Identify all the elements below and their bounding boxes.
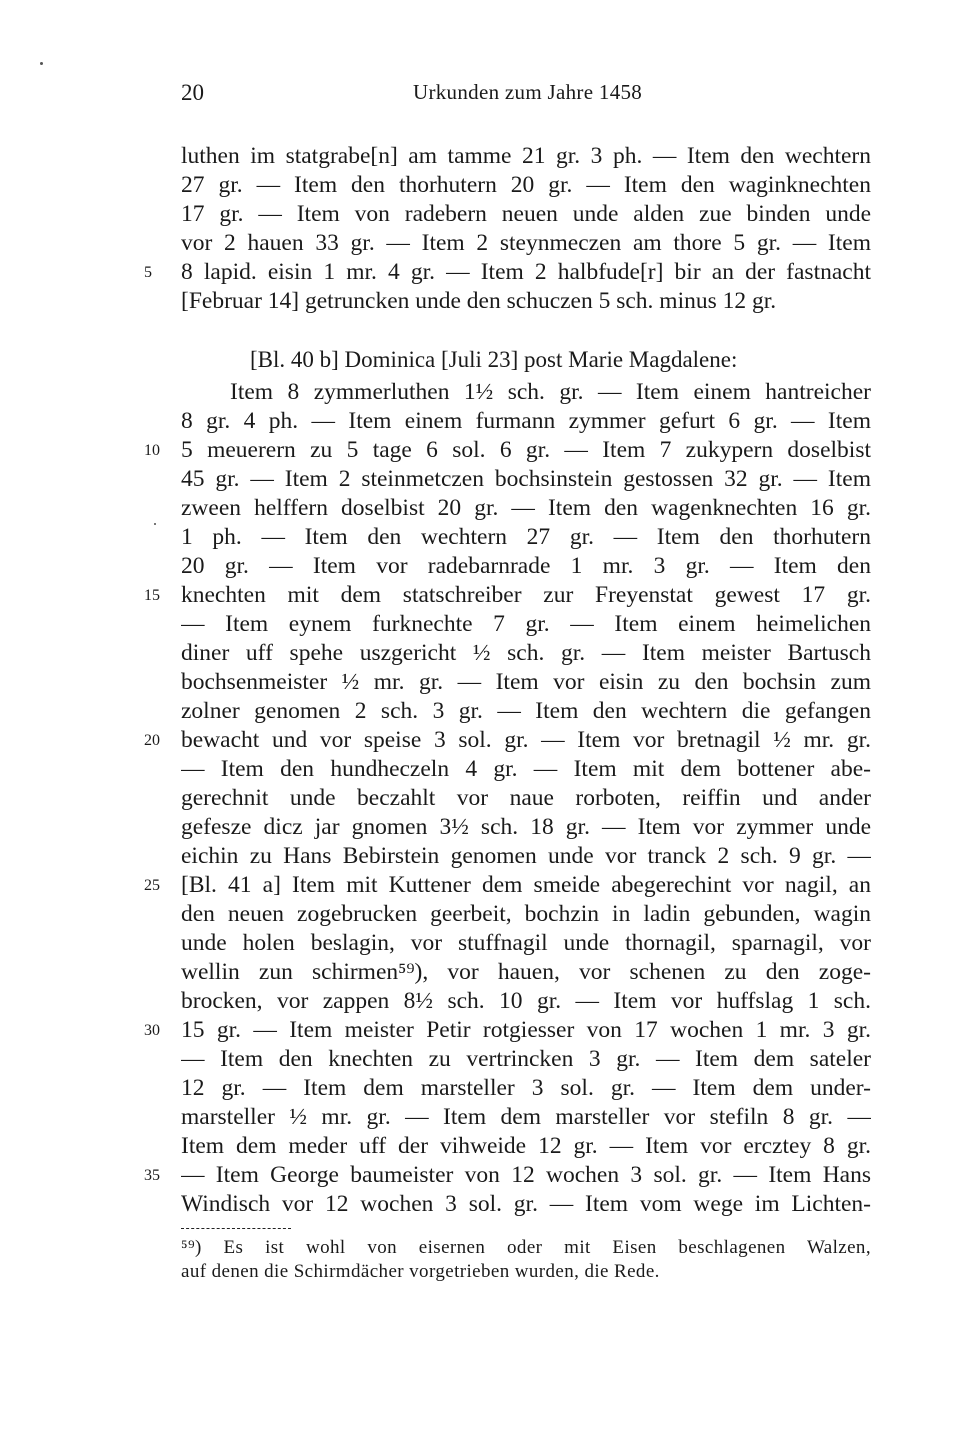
text-line: 12 gr. — Item dem marsteller 3 sol. gr. — Item dem under- — [181, 1075, 871, 1101]
line-number: 10 — [144, 442, 160, 459]
text-line: bewacht und vor speise 3 sol. gr. — Item vor bretnagil ½ mr. gr. — [181, 727, 871, 753]
text-line: 45 gr. — Item 2 steinmetczen bochsinstein gestossen 32 gr. — Item — [181, 466, 871, 492]
text-line: knechten mit dem statschreiber zur Freyenstat gewest 17 gr. — [181, 582, 871, 608]
running-title: Urkunden zum Jahre 1458 — [413, 80, 643, 104]
text-line: Item dem meder uff der vihweide 12 gr. — Item vor ercztey 8 gr. — [181, 1133, 871, 1159]
text-line: luthen im statgrabe[n] am tamme 21 gr. 3 ph. — Item den wechtern — [181, 143, 871, 169]
footnote-line: auf denen die Schirmdächer vorgetrieben wurden, die Rede. — [181, 1261, 660, 1282]
text-line: 8 gr. 4 ph. — Item einem furmann zymmer gefurt 6 gr. — Item — [181, 408, 871, 434]
text-line: bochsenmeister ½ mr. gr. — Item vor eisin zu den bochsin zum — [181, 669, 871, 695]
text-line: — Item eynem furknechte 7 gr. — Item einem heimelichen — [181, 611, 871, 637]
text-line: [Bl. 41 a] Item mit Kuttener dem smeide abegerechint vor nagil, an — [181, 872, 871, 898]
text-line: zween helffern doselbist 20 gr. — Item den wagenknechten 16 gr. — [181, 495, 871, 521]
text-line: wellin zun schirmen⁵⁹), vor hauen, vor schenen zu den zoge- — [181, 959, 871, 985]
text-line: unde holen beslagin, vor stuffnagil unde thornagil, sparnagil, vor — [181, 930, 871, 956]
scan-speck — [40, 62, 43, 65]
text-line: vor 2 hauen 33 gr. — Item 2 steynmeczen am thore 5 gr. — Item — [181, 230, 871, 256]
text-line: gefesze dicz jar gnomen 3½ sch. 18 gr. — Item vor zymmer unde — [181, 814, 871, 840]
text-line: eichin zu Hans Bebirstein genomen unde vor tranck 2 sch. 9 gr. — — [181, 843, 871, 869]
text-line: [Februar 14] getruncken unde den schuczen 5 sch. minus 12 gr. — [181, 288, 777, 314]
text-line: — Item den knechten zu vertrincken 3 gr. — Item dem sateler — [181, 1046, 871, 1072]
footnote-line: ⁵⁹) Es ist wohl von eisernen oder mit Eisen beschlagenen Walzen, — [181, 1237, 871, 1258]
text-line: diner uff spehe uszgericht ½ sch. gr. — Item meister Bartusch — [181, 640, 871, 666]
text-line: brocken, vor zappen 8½ sch. 10 gr. — Item vor huffslag 1 sch. — [181, 988, 871, 1014]
line-number: 25 — [144, 877, 160, 894]
text-line: 17 gr. — Item von radebern neuen unde alden zue binden unde — [181, 201, 871, 227]
line-number: 15 — [144, 587, 160, 604]
text-line: gerechnit unde beczahlt vor naue rorboten, reiffin und ander — [181, 785, 871, 811]
line-number: 35 — [144, 1167, 160, 1184]
scan-speck — [154, 523, 156, 525]
line-number: 5 — [144, 264, 152, 281]
text-line: — Item den hundheczeln 4 gr. — Item mit dem bottener abe- — [181, 756, 871, 782]
text-line: 5 meuerern zu 5 tage 6 sol. 6 gr. — Item 7 zukypern doselbist — [181, 437, 871, 463]
page-header — [181, 80, 871, 116]
page-number: 20 — [181, 80, 204, 105]
text-line: 15 gr. — Item meister Petir rotgiesser von 17 wochen 1 mr. 3 gr. — [181, 1017, 871, 1043]
text-line: Windisch vor 12 wochen 3 sol. gr. — Item vom wege im Lichten- — [181, 1191, 871, 1217]
text-line: 27 gr. — Item den thorhutern 20 gr. — Item den waginknechten — [181, 172, 871, 198]
text-line: den neuen zogebrucken geerbeit, bochzin in ladin gebunden, wagin — [181, 901, 871, 927]
text-line: zolner genomen 2 sch. 3 gr. — Item den wechtern die gefangen — [181, 698, 871, 724]
text-line: marsteller ½ mr. gr. — Item dem marsteller vor stefiln 8 gr. — — [181, 1104, 871, 1130]
text-line: Item 8 zymmerluthen 1½ sch. gr. — Item einem hantreicher — [230, 379, 871, 405]
text-line: 1 ph. — Item den wechtern 27 gr. — Item den thorhutern — [181, 524, 871, 550]
text-line: — Item George baumeister von 12 wochen 3 sol. gr. — Item Hans — [181, 1162, 871, 1188]
text-line: 8 lapid. eisin 1 mr. 4 gr. — Item 2 halbfude[r] bir an der fastnacht — [181, 259, 871, 285]
line-number: 20 — [144, 732, 160, 749]
section-heading: [Bl. 40 b] Dominica [Juli 23] post Marie Magdalene: — [250, 347, 738, 372]
text-line: 20 gr. — Item vor radebarnrade 1 mr. 3 gr. — Item den — [181, 553, 871, 579]
line-number: 30 — [144, 1022, 160, 1039]
footnote-rule — [181, 1228, 291, 1229]
